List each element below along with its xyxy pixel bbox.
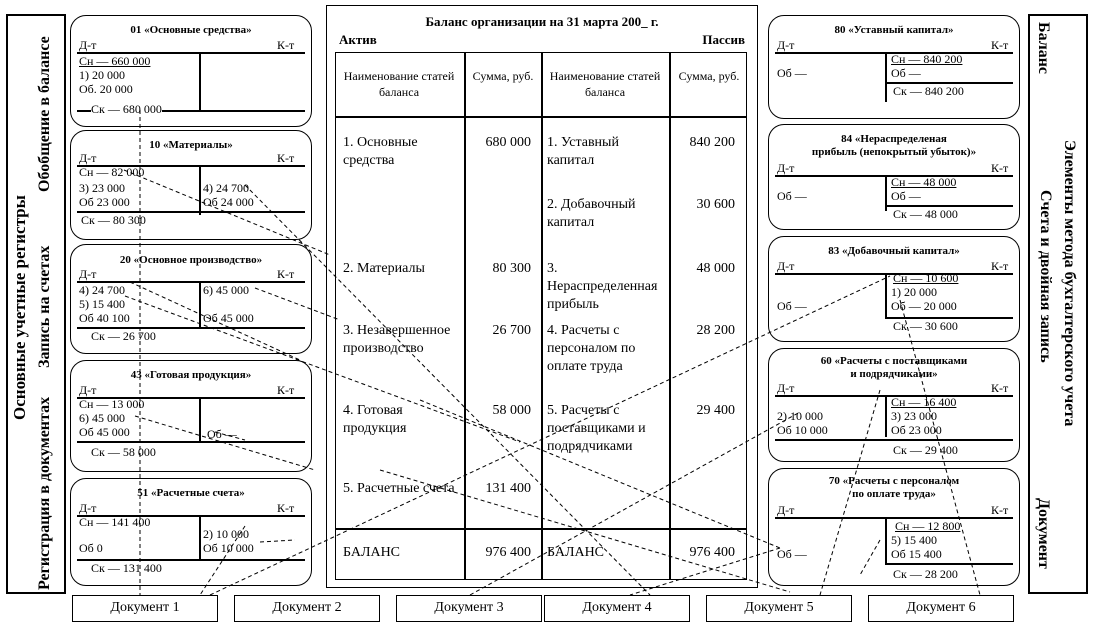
debit-label: Д-т: [79, 267, 97, 281]
debit-turnover: Об 23 000: [79, 195, 130, 209]
credit-turnover: Об —: [891, 66, 921, 80]
closing-balance: Ск — 58 000: [91, 445, 156, 459]
document-5: Документ 5: [706, 595, 852, 622]
liability-sum-2: 30 600: [696, 197, 735, 212]
credit-label: К-т: [277, 151, 295, 165]
passiv-label: Пассив: [702, 32, 745, 47]
closing-balance: Ск — 48 000: [893, 207, 958, 221]
closing-balance: Ск — 80 300: [81, 213, 146, 227]
opening-balance: Сн — 48 000: [891, 175, 957, 189]
credit-label: К-т: [991, 161, 1009, 175]
account-title: 20 «Основное производство»: [119, 254, 263, 266]
debit-entry-2: 5) 15 400: [79, 297, 125, 311]
asset-name-3: 3. Незавершенное производство: [343, 323, 451, 356]
asset-sum-4: 58 000: [492, 403, 531, 418]
account-title-1: 60 «Расчеты с поставщиками: [820, 355, 968, 367]
asset-name-1: 1. Основные средства: [343, 135, 418, 168]
account-title-1: 84 «Нераспределеная: [841, 133, 947, 145]
account-title: 10 «Материалы»: [149, 139, 233, 151]
label-balance-right: Баланс: [1035, 22, 1052, 75]
opening-balance: Сн — 840 200: [891, 52, 963, 66]
debit-turnover: Об —: [777, 189, 807, 203]
credit-entry: 6) 45 000: [203, 283, 249, 297]
document-3: Документ 3: [396, 595, 542, 622]
liability-name-5: 5. Расчеты с поставщиками и подрядчиками: [547, 403, 646, 454]
asset-sum-3: 26 700: [492, 323, 531, 338]
account-title-2: по оплате труда»: [852, 488, 936, 500]
document-2: Документ 2: [234, 595, 380, 622]
debit-label: Д-т: [79, 501, 97, 515]
asset-name-4: 4. Готовая продукция: [343, 403, 407, 436]
account-title: 83 «Добавочный капитал»: [828, 245, 960, 257]
opening-balance: Сн — 13 000: [79, 397, 145, 411]
liability-sum-3: 48 000: [696, 261, 735, 276]
debit-entry: 3) 23 000: [79, 181, 125, 195]
total-sum-passiv: 976 400: [689, 545, 735, 560]
debit-label: Д-т: [79, 151, 97, 165]
closing-balance: Ск — 26 700: [91, 329, 156, 343]
credit-entry: 3) 23 000: [891, 409, 937, 423]
liability-name-4: 4. Расчеты с персоналом по оплате труда: [547, 323, 636, 374]
liability-sum-5: 29 400: [696, 403, 735, 418]
debit-label: Д-т: [777, 259, 795, 273]
debit-label: Д-т: [79, 383, 97, 397]
liability-sum-1: 840 200: [689, 135, 735, 150]
closing-balance: Ск — 29 400: [893, 443, 958, 457]
debit-turnover: Об —: [777, 66, 807, 80]
opening-balance: Сн — 12 800: [895, 519, 961, 533]
liability-name-1: 1. Уставный капитал: [547, 135, 619, 168]
credit-label: К-т: [277, 383, 295, 397]
account-title: 51 «Расчетные счета»: [137, 487, 245, 499]
debit-entry: 4) 24 700: [79, 283, 125, 297]
credit-turnover: Об 10 000: [203, 541, 254, 555]
closing-balance: Ск — 30 600: [893, 319, 958, 333]
document-1: Документ 1: [72, 595, 218, 622]
debit-turnover: Об 40 100: [79, 311, 130, 325]
debit-entry: 2) 10 000: [777, 409, 823, 423]
header-asset-sum: Сумма, руб.: [472, 69, 534, 83]
account-title-1: 70 «Расчеты с персоналом: [828, 475, 960, 487]
header-liability-sum: Сумма, руб.: [678, 69, 740, 83]
credit-turnover: Об —: [207, 427, 237, 441]
account-title: 80 «Уставный капитал»: [834, 24, 954, 36]
account-title: 01 «Основные средства»: [130, 24, 252, 36]
total-label-passiv: БАЛАНС: [547, 545, 605, 560]
account-title-2: и подрядчиками»: [850, 368, 938, 380]
debit-label: Д-т: [79, 38, 97, 52]
debit-turnover: Об. 20 000: [79, 82, 133, 96]
debit-label: Д-т: [777, 161, 795, 175]
account-51-settlement-accounts: [70, 478, 312, 586]
account-43-finished-goods: [70, 360, 312, 472]
opening-balance: Сн — 10 600: [893, 271, 959, 285]
document-4: Документ 4: [544, 595, 690, 622]
asset-name-2: 2. Материалы: [343, 261, 425, 276]
account-84-retained-earnings: [768, 124, 1020, 230]
opening-balance: Сн — 141 400: [79, 515, 151, 529]
credit-label: К-т: [991, 503, 1009, 517]
credit-label: К-т: [991, 38, 1009, 52]
opening-balance: Сн — 16 400: [891, 395, 957, 409]
account-83-additional-capital: [768, 236, 1020, 342]
opening-balance: Сн — 660 000: [79, 54, 151, 68]
debit-label: Д-т: [777, 38, 795, 52]
total-label-aktiv: БАЛАНС: [343, 545, 401, 560]
credit-entry: 4) 24 700: [203, 181, 249, 195]
debit-label: Д-т: [777, 503, 795, 517]
account-title-2: прибыль (непокрытый убыток)»: [811, 146, 977, 158]
account-title: 43 «Готовая продукция»: [130, 369, 252, 381]
credit-entry: 2) 10 000: [203, 527, 249, 541]
document-6: Документ 6: [868, 595, 1014, 622]
label-registration-documents: Регистрация в документах: [36, 396, 53, 590]
credit-label: К-т: [991, 381, 1009, 395]
closing-balance: Ск — 840 200: [893, 84, 964, 98]
label-basic-registers: Основные учетные регистры: [10, 195, 29, 420]
asset-sum-5: 131 400: [485, 481, 531, 496]
label-document-right: Документ: [1035, 498, 1052, 569]
liability-name-3: 3. Нераспределенная прибыль: [547, 261, 658, 312]
account-20-main-production: [70, 244, 312, 354]
label-generalization-balance: Обобщение в балансе: [36, 36, 53, 192]
balance-sheet: [326, 5, 758, 588]
credit-label: К-т: [277, 267, 295, 281]
credit-entry: 5) 15 400: [891, 533, 937, 547]
asset-sum-1: 680 000: [485, 135, 531, 150]
liability-name-2: 2. Добавочный капитал: [547, 197, 636, 230]
account-10-materials: [70, 130, 312, 240]
liability-sum-4: 28 200: [696, 323, 735, 338]
asset-name-5: 5. Расчетные счета: [343, 481, 455, 496]
balance-title: Баланс организации на 31 марта 200_ г.: [425, 14, 659, 29]
debit-entry: 6) 45 000: [79, 411, 125, 425]
debit-label: Д-т: [777, 381, 795, 395]
asset-sum-2: 80 300: [492, 261, 531, 276]
credit-entry: 1) 20 000: [891, 285, 937, 299]
credit-turnover: Об 15 400: [891, 547, 942, 561]
header-liability-name: Наименование статей баланса: [549, 69, 661, 99]
label-account-records: Запись на счетах: [36, 245, 53, 368]
credit-turnover: Об 45 000: [203, 311, 254, 325]
credit-turnover: Об — 20 000: [891, 299, 957, 313]
opening-balance: Сн — 82 000: [79, 165, 145, 179]
credit-turnover: Об 24 000: [203, 195, 254, 209]
label-method-elements: Элементы метода бухгалтерского учета: [1061, 140, 1078, 427]
credit-label: К-т: [277, 501, 295, 515]
debit-turnover: Об 0: [79, 541, 103, 555]
account-70-payroll: [768, 468, 1020, 586]
account-80-authorized-capital: [768, 15, 1020, 119]
credit-turnover: Об —: [891, 189, 921, 203]
debit-turnover: Об 45 000: [79, 425, 130, 439]
credit-turnover: Об 23 000: [891, 423, 942, 437]
header-asset-name: Наименование статей баланса: [343, 69, 455, 99]
closing-balance: Ск — 28 200: [893, 567, 958, 581]
account-01-fixed-assets: [70, 15, 312, 127]
aktiv-label: Актив: [339, 32, 377, 47]
account-60-suppliers: [768, 348, 1020, 462]
closing-balance: Ск — 131 400: [91, 561, 162, 575]
debit-turnover: Об 10 000: [777, 423, 828, 437]
label-accounts-double-entry: Счета и двойная запись: [1037, 190, 1054, 363]
closing-balance: Ск — 680 000: [91, 102, 162, 116]
credit-label: К-т: [277, 38, 295, 52]
debit-turnover: Об —: [777, 299, 807, 313]
total-sum-aktiv: 976 400: [485, 545, 531, 560]
credit-label: К-т: [991, 259, 1009, 273]
debit-turnover: Об —: [777, 547, 807, 561]
debit-entry: 1) 20 000: [79, 68, 125, 82]
